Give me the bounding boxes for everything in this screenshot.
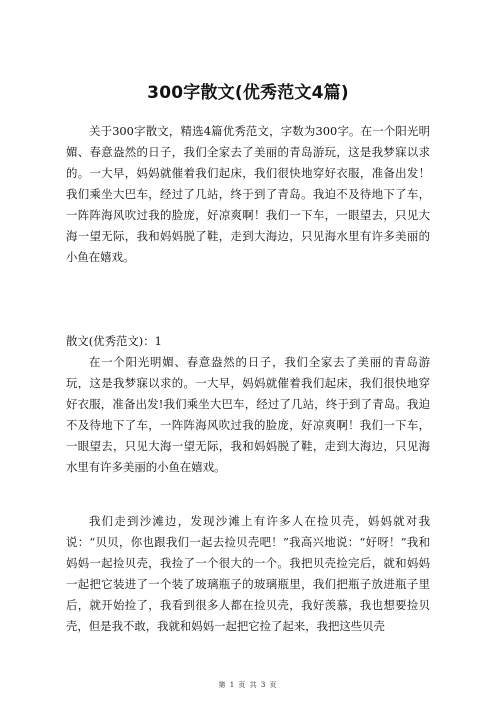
page-number-footer: 第 1 页 共 3 页	[218, 681, 278, 689]
essay-paragraph-2: 我们走到沙滩边，发现沙滩上有许多人在捡贝壳，妈妈就对我说：“贝贝，你也跟我们一起去捡贝壳吧！”我高兴地说：“好呀！”我和妈妈一起捡贝壳，我捡了一个很大的一个。我把贝壳捡完后，就和妈妈一起把它装进了一个装了玻璃瓶子的玻璃瓶里，我们把瓶子放进瓶子里后，就开始捡了，我看到很多人都在捡贝壳，我好羡慕，我也想要捡贝壳，但是我不敢，我就和妈妈一起把它捡了起来，我把这些贝壳	[66, 514, 430, 633]
intro-paragraph: 关于300字散文，精选4篇优秀范文，字数为300字。在一个阳光明媚、春意盎然的日子，我们全家去了美丽的青岛游玩，这是我梦寐以求的。一大早，妈妈就催着我们起床，我们很快地穿好衣服，准备出发！我们乘坐大巴车，经过了几站，终于到了青岛。我迫不及待地下了车，一阵阵海风吹过我的脸庞，好凉爽啊！我们一下车，一眼望去，只见大海一望无际，我和妈妈脱了鞋，走到大海边，只见海水里有许多美丽的小鱼在嬉戏。	[66, 124, 430, 264]
section-heading: 散文(优秀范文)：1	[66, 334, 162, 348]
essay-paragraph-1: 在一个阳光明媚、春意盎然的日子，我们全家去了美丽的青岛游玩，这是我梦寐以求的。一大早，妈妈就催着我们起床，我们很快地穿好衣服，准备出发!我们乘坐大巴车，经过了几站，终于到了青岛。我迫不及待地下了车，一阵阵海风吹过我的脸庞，好凉爽啊！我们一下车，一眼望去，只见大海一望无际，我和妈妈脱了鞋，走到大海边，只见海水里有许多美丽的小鱼在嬉戏。	[66, 355, 430, 474]
document-title: 300字散文(优秀范文4篇)	[147, 83, 349, 103]
